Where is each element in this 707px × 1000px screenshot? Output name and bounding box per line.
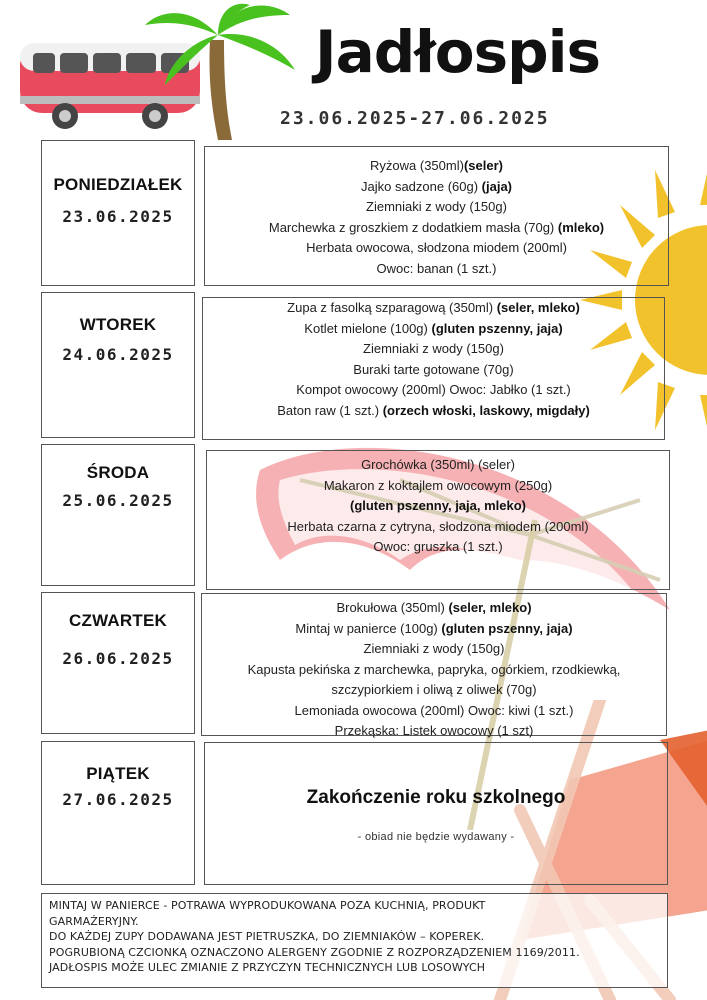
day-date: 25.06.2025 <box>62 491 174 510</box>
menu-item: Kapusta pekińska z marchewka, papryka, ogórkiem, rzodkiewką, <box>247 661 621 677</box>
menu-item: Ziemniaki z wody (150g) <box>366 199 507 214</box>
menu-item: Herbata owocowa, słodzona miodem (200ml) <box>306 240 567 255</box>
day-name: PIĄTEK <box>86 764 150 783</box>
menu-box-thursday <box>201 593 667 736</box>
footer-line: GARMAŻERYJNY. <box>49 914 139 928</box>
menu-item: Owoc: banan (1 szt.) <box>376 260 497 276</box>
menu-list <box>207 455 669 558</box>
day-date: 27.06.2025 <box>62 790 174 809</box>
menu-list <box>205 156 668 279</box>
menu-item: Ziemniaki z wody (150g) <box>363 641 505 656</box>
day-box-tuesday <box>41 292 195 438</box>
menu-item: (gluten pszenny, jaja, mleko) <box>349 498 526 513</box>
menu-list <box>202 598 666 742</box>
menu-item: Brokułowa (350ml) (seler, mleko) <box>336 600 532 615</box>
friday-note: - obiad nie będzie wydawany - <box>357 831 515 843</box>
menu-box-monday <box>204 146 669 286</box>
menu-box-friday <box>204 742 668 885</box>
day-name: PONIEDZIAŁEK <box>53 175 183 194</box>
menu-item: Przekąska: Listek owocowy (1 szt) <box>334 723 534 738</box>
footer-line: MINTAJ W PANIERCE - POTRAWA WYPRODUKOWANA POZA KUCHNIĄ, PRODUKT <box>49 899 486 912</box>
day-date: 26.06.2025 <box>62 649 174 668</box>
footer-line: JADŁOSPIS MOŻE ULEC ZMIANIE Z PRZYCZYN TECHNICZNYCH LUB LOSOWYCH <box>49 961 486 974</box>
footer-line: DO KAŻDEJ ZUPY DODAWANA JEST PIETRUSZKA, DO ZIEMNIAKÓW – KOPEREK. <box>49 930 485 943</box>
menu-list <box>203 298 664 421</box>
menu-item: Zupa z fasolką szparagową (350ml) (seler, mleko) <box>287 300 580 315</box>
menu-item: Owoc: gruszka (1 szt.) <box>373 539 503 554</box>
footer-notes <box>41 893 668 988</box>
day-name: ŚRODA <box>86 463 150 482</box>
menu-item: Ryżowa (350ml)(seler) <box>370 158 503 173</box>
menu-item: Ziemniaki z wody (150g) <box>363 341 504 356</box>
day-name: CZWARTEK <box>69 611 167 630</box>
menu-item: Jajko sadzone (60g) (jaja) <box>360 178 513 194</box>
friday-event-title: Zakończenie roku szkolnego <box>306 787 566 808</box>
day-name: WTOREK <box>79 315 157 334</box>
menu-item: Grochówka (350ml) (seler) <box>361 457 515 472</box>
menu-item: Makaron z koktajlem owocowym (250g) <box>323 477 553 493</box>
footer-line: POGRUBIONĄ CZCIONKĄ OZNACZONO ALERGENY ZGODNIE Z ROZPORZĄDZENIEM 1169/2011. <box>49 945 580 959</box>
menu-item: szczypiorkiem i oliwą z oliwek (70g) <box>331 682 537 697</box>
day-box-monday <box>41 140 195 286</box>
palm-tree-illustration <box>140 0 300 140</box>
menu-item: Herbata czarna z cytryna, słodzona miodem (200ml) <box>287 518 589 534</box>
menu-item: Kompot owocowy (200ml) Owoc: Jabłko (1 szt.) <box>296 382 571 397</box>
week-date-range: 23.06.2025-27.06.2025 <box>280 108 550 129</box>
menu-item: Mintaj w panierce (100g) (gluten pszenny, jaja) <box>295 620 573 636</box>
day-box-friday <box>41 741 195 885</box>
day-date: 24.06.2025 <box>62 345 174 364</box>
day-box-wednesday <box>41 444 195 586</box>
menu-box-wednesday <box>206 450 670 590</box>
menu-box-tuesday <box>202 297 665 440</box>
day-box-thursday <box>41 592 195 734</box>
menu-item: Kotlet mielone (100g) (gluten pszenny, jaja) <box>304 320 563 336</box>
menu-item: Buraki tarte gotowane (70g) <box>353 361 514 377</box>
menu-item: Baton raw (1 szt.) (orzech włoski, laskowy, migdały) <box>277 402 590 418</box>
menu-item: Lemoniada owocowa (200ml) Owoc: kiwi (1 szt.) <box>294 702 574 718</box>
day-date: 23.06.2025 <box>62 207 174 226</box>
menu-item: Marchewka z groszkiem z dodatkiem masła (70g) (mleko) <box>268 219 605 235</box>
page-title: Jadłospis <box>315 18 601 86</box>
